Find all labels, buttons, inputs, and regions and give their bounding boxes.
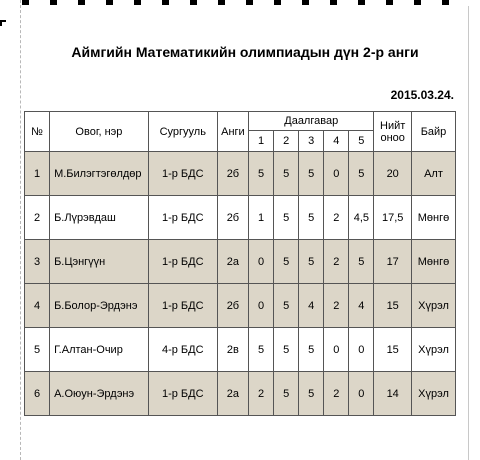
header-task-3: 3 xyxy=(299,131,324,152)
cell-no: 4 xyxy=(25,284,50,328)
header-total: Нийт оноо xyxy=(374,112,412,152)
table-row xyxy=(25,152,456,196)
header-place: Байр xyxy=(412,112,456,152)
header-task-4: 4 xyxy=(324,131,349,152)
cell-score-4: 2 xyxy=(324,284,349,328)
table-row xyxy=(25,328,456,372)
cell-no: 6 xyxy=(25,372,50,416)
document-title: Аймгийн Математикийн олимпиадын дүн 2-р анги xyxy=(71,44,419,60)
ruler-tick xyxy=(442,0,449,5)
cell-grade: 2в xyxy=(217,328,248,372)
header-task-5: 5 xyxy=(349,131,374,152)
cell-total: 20 xyxy=(374,152,412,196)
cell-score-5: 0 xyxy=(349,372,374,416)
cell-score-1: 2 xyxy=(249,372,274,416)
cell-score-3: 5 xyxy=(299,196,324,240)
cell-name: А.Оюун-Эрдэнэ xyxy=(50,372,149,416)
ruler-tick xyxy=(246,0,253,5)
cell-score-4: 0 xyxy=(324,152,349,196)
cell-score-2: 5 xyxy=(274,284,299,328)
header-task-1: 1 xyxy=(249,131,274,152)
cell-score-2: 5 xyxy=(274,372,299,416)
cell-score-3: 4 xyxy=(299,284,324,328)
cell-school: 1-р БДС xyxy=(148,372,217,416)
table-row xyxy=(25,284,456,328)
cell-score-1: 5 xyxy=(249,152,274,196)
cell-school: 1-р БДС xyxy=(148,284,217,328)
table-row xyxy=(25,196,456,240)
ruler-tick xyxy=(50,0,57,5)
header-grade: Анги xyxy=(217,112,248,152)
document-date: 2015.03.24. xyxy=(390,88,454,102)
cell-grade: 2а xyxy=(217,240,248,284)
cell-school: 1-р БДС xyxy=(148,152,217,196)
cell-name: М.Билэгтэгөлдөр xyxy=(50,152,149,196)
cell-grade: 2а xyxy=(217,372,248,416)
cell-score-3: 5 xyxy=(299,372,324,416)
cell-score-2: 5 xyxy=(274,152,299,196)
cell-no: 2 xyxy=(25,196,50,240)
cell-no: 1 xyxy=(25,152,50,196)
results-table xyxy=(24,111,456,416)
cell-place: Алт xyxy=(412,152,456,196)
cell-score-3: 5 xyxy=(299,328,324,372)
page-right-edge xyxy=(468,6,469,460)
cell-grade: 2б xyxy=(217,284,248,328)
ruler-tick xyxy=(106,0,113,5)
cell-grade: 2б xyxy=(217,196,248,240)
cell-school: 1-р БДС xyxy=(148,196,217,240)
cell-score-1: 1 xyxy=(249,196,274,240)
cell-score-1: 0 xyxy=(249,284,274,328)
ruler-tick xyxy=(386,0,393,5)
ruler-tick xyxy=(22,0,29,5)
ruler-tick xyxy=(134,0,141,5)
cell-score-1: 5 xyxy=(249,328,274,372)
cell-score-2: 5 xyxy=(274,196,299,240)
cell-score-5: 5 xyxy=(349,152,374,196)
cell-school: 1-р БДС xyxy=(148,240,217,284)
ruler-tick xyxy=(358,0,365,5)
cell-grade: 2б xyxy=(217,152,248,196)
cell-score-4: 0 xyxy=(324,328,349,372)
ruler-tick xyxy=(414,0,421,5)
table-row xyxy=(25,240,456,284)
cell-score-5: 4 xyxy=(349,284,374,328)
cell-score-4: 2 xyxy=(324,196,349,240)
cell-total: 17 xyxy=(374,240,412,284)
margin-corner-mark xyxy=(0,20,6,26)
cell-place: Мөнгө xyxy=(412,196,456,240)
ruler-tick xyxy=(162,0,169,5)
ruler-tick xyxy=(302,0,309,5)
cell-score-4: 2 xyxy=(324,240,349,284)
header-name: Овог, нэр xyxy=(50,112,149,152)
cell-name: Б.Лүрэвдаш xyxy=(50,196,149,240)
cell-score-4: 2 xyxy=(324,372,349,416)
cell-no: 3 xyxy=(25,240,50,284)
cell-total: 15 xyxy=(374,284,412,328)
table-row xyxy=(25,372,456,416)
cell-total: 17,5 xyxy=(374,196,412,240)
ruler-tick xyxy=(218,0,225,5)
cell-total: 14 xyxy=(374,372,412,416)
cell-place: Хүрэл xyxy=(412,372,456,416)
header-row xyxy=(25,112,456,131)
cell-score-3: 5 xyxy=(299,240,324,284)
header-tasks: Даалгавар xyxy=(249,112,374,131)
page-margin xyxy=(0,0,21,460)
ruler-tick xyxy=(78,0,85,5)
ruler-tick xyxy=(330,0,337,5)
cell-score-1: 0 xyxy=(249,240,274,284)
cell-name: Б.Цэнгүүн xyxy=(50,240,149,284)
cell-total: 15 xyxy=(374,328,412,372)
cell-score-5: 0 xyxy=(349,328,374,372)
cell-school: 4-р БДС xyxy=(148,328,217,372)
top-ruler-ticks xyxy=(22,0,462,6)
cell-no: 5 xyxy=(25,328,50,372)
header-school: Сургууль xyxy=(148,112,217,152)
cell-score-2: 5 xyxy=(274,328,299,372)
cell-score-5: 4,5 xyxy=(349,196,374,240)
ruler-tick xyxy=(190,0,197,5)
ruler-tick xyxy=(274,0,281,5)
header-no: № xyxy=(25,112,50,152)
cell-name: Б.Болор-Эрдэнэ xyxy=(50,284,149,328)
cell-place: Хүрэл xyxy=(412,284,456,328)
cell-name: Г.Алтан-Очир xyxy=(50,328,149,372)
cell-place: Хүрэл xyxy=(412,328,456,372)
cell-score-3: 5 xyxy=(299,152,324,196)
cell-place: Мөнгө xyxy=(412,240,456,284)
cell-score-2: 5 xyxy=(274,240,299,284)
header-task-2: 2 xyxy=(274,131,299,152)
cell-score-5: 5 xyxy=(349,240,374,284)
